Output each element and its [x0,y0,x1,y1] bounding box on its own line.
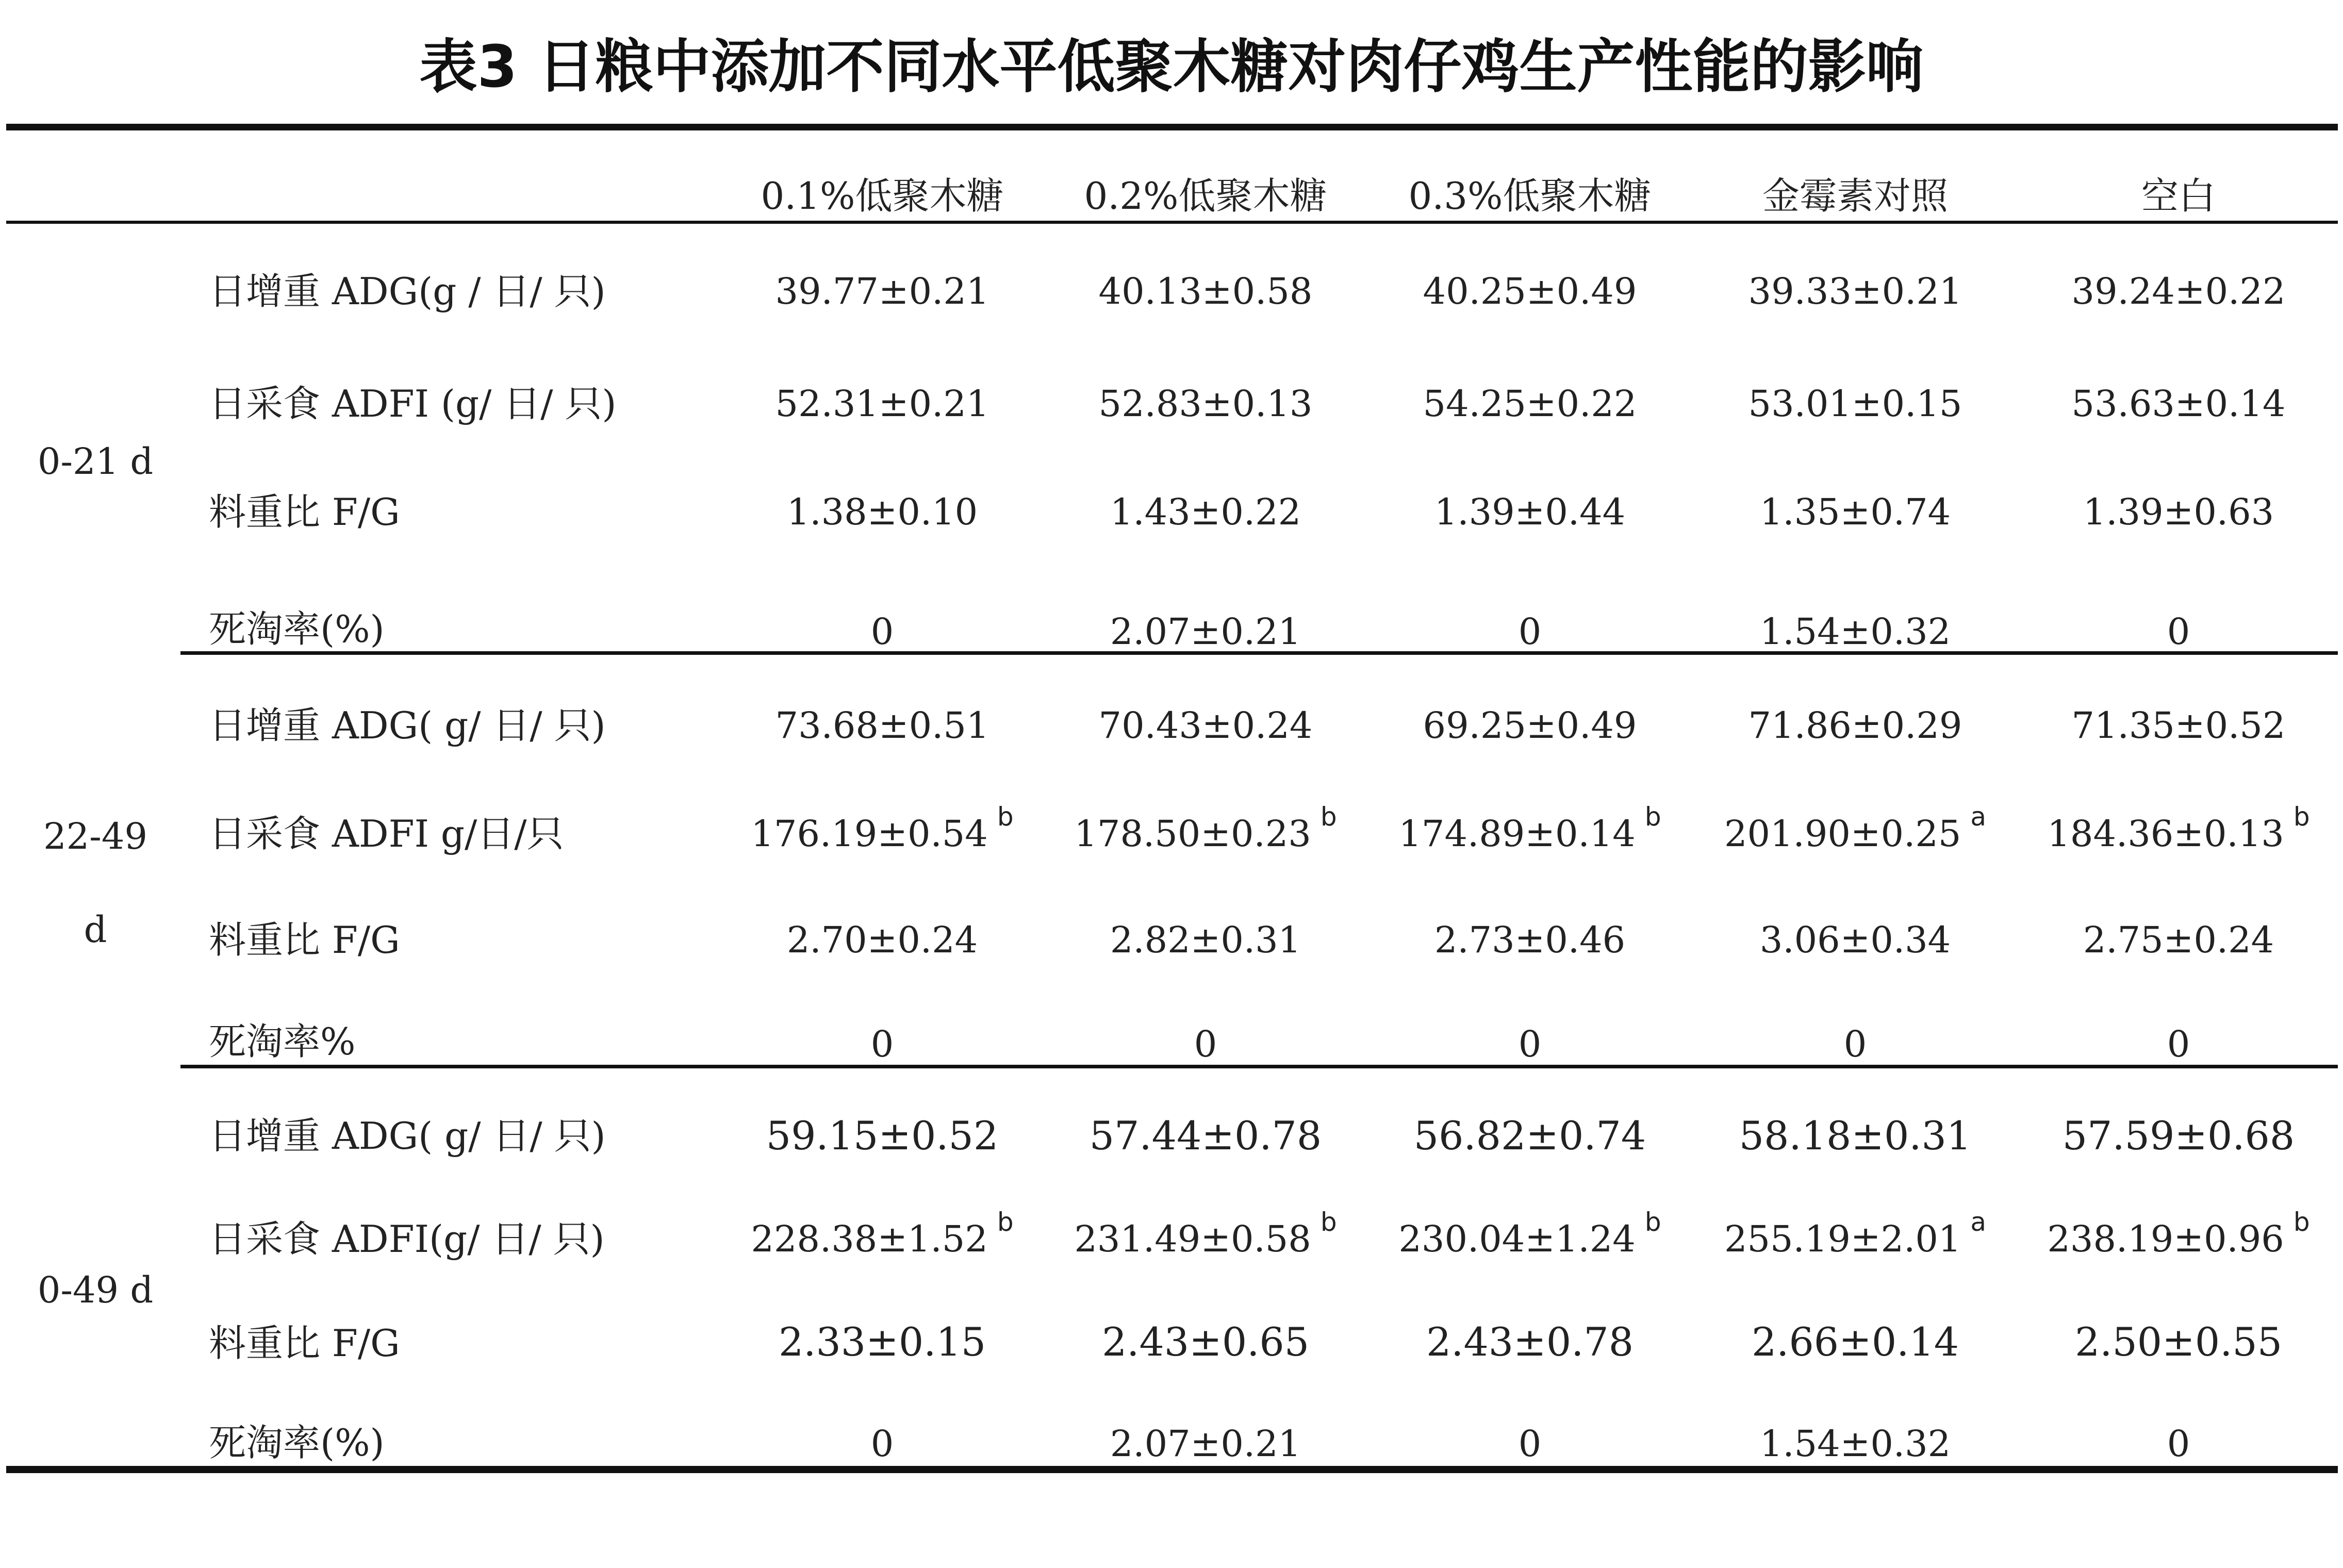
table-cell: 2.07±0.21 [1110,1423,1301,1465]
table-cell: 0 [870,1023,894,1065]
table-cell: 1.39±0.44 [1434,491,1626,533]
table-cell: 0 [1194,1023,1217,1065]
row-label-feed-gain: 料重比 F/G [209,490,400,534]
table-cell: 39.24±0.22 [2071,270,2286,312]
table-cell [1043,802,1368,863]
period-label-22-49-unit: d [84,909,107,951]
table-cell: 52.83±0.13 [1098,383,1313,425]
table-cell: 56.82±0.74 [1413,1113,1646,1159]
row-label-mortality: 死淘率(%) [209,607,385,651]
table-cell: 39.77±0.21 [775,270,989,312]
cell-value: 201.90±0.25 [1724,813,1961,855]
table-cell: 69.25±0.49 [1423,704,1637,747]
table-cell: 2.43±0.78 [1426,1319,1634,1365]
row-label-adfi: 日采食 ADFI g/日/只 [209,812,564,855]
table-cell: 1.39±0.63 [2083,491,2274,533]
table-cell: 57.44±0.78 [1089,1113,1322,1159]
column-header-blank: 空白 [2141,174,2216,218]
table-cell [1367,802,1692,863]
table-cell [2016,1207,2341,1268]
table-cell: 71.35±0.52 [2071,704,2286,747]
table-cell [720,802,1045,863]
cell-value: 228.38±1.52 [751,1218,988,1260]
table-cell: 1.35±0.74 [1759,491,1951,533]
cell-value: 255.19±2.01 [1724,1218,1961,1260]
table-cell: 70.43±0.24 [1098,704,1313,747]
table-top-rule [6,124,2338,130]
column-header-xos-0-2: 0.2%低聚木糖 [1084,174,1327,218]
table-cell: 2.66±0.14 [1751,1319,1959,1365]
table-cell: 2.07±0.21 [1110,610,1301,653]
cell-value: 184.36±0.13 [2047,813,2284,855]
table-title: 表3 日粮中添加不同水平低聚木糖对肉仔鸡生产性能的影响 [419,34,1924,101]
row-label-adfi: 日采食 ADFI(g/ 日/ 只) [209,1217,605,1261]
significance-letter: b [1320,802,1337,832]
table-cell [1693,802,2018,863]
table-cell: 0 [1518,1023,1542,1065]
table-cell [1043,1207,1368,1268]
table-cell: 57.59±0.68 [2062,1113,2295,1159]
table-cell: 59.15±0.52 [766,1113,999,1159]
significance-letter: b [997,802,1014,832]
table-cell: 2.82±0.31 [1110,919,1301,961]
cell-value: 238.19±0.96 [2047,1218,2284,1260]
table-cell: 0 [1843,1023,1867,1065]
row-label-feed-gain: 料重比 F/G [209,1322,400,1365]
table-cell: 39.33±0.21 [1748,270,1962,312]
table-cell: 0 [2167,1423,2190,1465]
table-cell: 0 [2167,1023,2190,1065]
table-cell: 2.33±0.15 [778,1319,986,1365]
row-label-adg: 日增重 ADG( g/ 日/ 只) [209,1114,606,1158]
table-cell: 58.18±0.31 [1739,1113,1972,1159]
column-header-aureomycin-control: 金霉素对照 [1762,174,1948,218]
table-cell: 0 [2167,610,2190,653]
table-cell [720,1207,1045,1268]
significance-letter: b [997,1207,1014,1237]
cell-value: 178.50±0.23 [1074,813,1311,855]
row-label-adg: 日增重 ADG( g/ 日/ 只) [209,704,606,747]
row-label-mortality: 死淘率(%) [209,1421,385,1464]
table-cell: 2.70±0.24 [786,919,978,961]
column-header-xos-0-1: 0.1%低聚木糖 [761,174,1004,218]
table-cell: 0 [1518,610,1542,653]
table-cell: 54.25±0.22 [1423,383,1637,425]
table-cell: 1.54±0.32 [1759,610,1951,653]
significance-letter: b [2293,802,2310,832]
table-cell: 1.54±0.32 [1759,1423,1951,1465]
period-label-0-49: 0-49 d [37,1269,154,1311]
row-label-mortality: 死淘率% [209,1020,356,1063]
row-label-adg: 日增重 ADG(g / 日/ 只) [209,270,606,313]
row-label-feed-gain: 料重比 F/G [209,918,400,962]
significance-letter: a [1970,802,1987,832]
cell-value: 231.49±0.58 [1074,1218,1311,1260]
table-cell: 0 [870,610,894,653]
table-cell: 71.86±0.29 [1748,704,1962,747]
table-cell [2016,802,2341,863]
table-cell: 2.43±0.65 [1101,1319,1310,1365]
table-cell: 53.63±0.14 [2071,383,2286,425]
cell-value: 176.19±0.54 [751,813,988,855]
period-label-22-49: 22-49 [43,815,147,857]
table-cell: 2.50±0.55 [2074,1319,2283,1365]
table-cell: 3.06±0.34 [1759,919,1951,961]
table-cell [1367,1207,1692,1268]
table-cell: 52.31±0.21 [775,383,989,425]
table-cell: 40.13±0.58 [1098,270,1313,312]
significance-letter: b [1644,1207,1661,1237]
cell-value: 230.04±1.24 [1398,1218,1636,1260]
period-label-0-21: 0-21 d [37,440,154,483]
significance-letter: b [2293,1207,2310,1237]
table-cell [1693,1207,2018,1268]
table-cell: 2.75±0.24 [2083,919,2274,961]
cell-value: 174.89±0.14 [1398,813,1636,855]
table-cell: 53.01±0.15 [1748,383,1962,425]
column-header-xos-0-3: 0.3%低聚木糖 [1408,174,1652,218]
table-cell: 40.25±0.49 [1423,270,1637,312]
table-cell: 1.38±0.10 [786,491,978,533]
table-cell: 2.73±0.46 [1434,919,1626,961]
table-cell: 0 [1518,1423,1542,1465]
table-cell: 73.68±0.51 [775,704,989,747]
row-label-adfi: 日采食 ADFI (g/ 日/ 只) [209,382,617,425]
table-cell: 1.43±0.22 [1110,491,1301,533]
significance-letter: a [1970,1207,1987,1237]
significance-letter: b [1644,802,1661,832]
table-cell: 0 [870,1423,894,1465]
significance-letter: b [1320,1207,1337,1237]
